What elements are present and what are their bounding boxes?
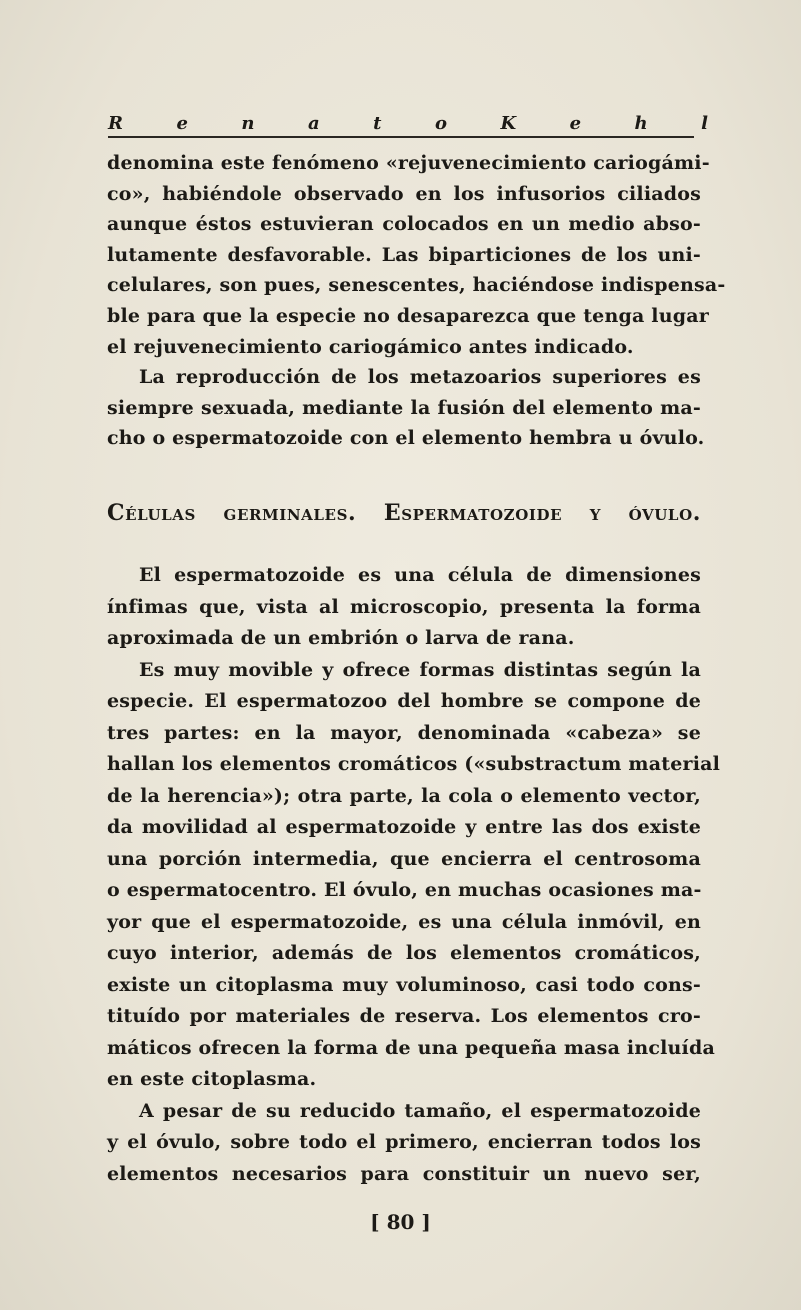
header-letter: K — [500, 113, 517, 134]
text-line: da movilidad al espermatozoide y entre las dos existe — [107, 816, 701, 838]
header-letter: h — [634, 113, 648, 134]
text-line: Es muy movible y ofrece formas distintas según la — [139, 658, 701, 681]
text-line: el rejuvenecimiento cariogámico antes indicado. — [107, 335, 634, 358]
text-line: existe un citoplasma muy voluminoso, casi todo cons- — [107, 973, 701, 996]
text-line: tituído por materiales de reserva. Los elementos cro- — [107, 1005, 701, 1027]
header-letter: e — [569, 113, 582, 134]
text-line: lutamente desfavorable. Las biparticiones de los uni- — [107, 243, 701, 266]
header-letter: t — [373, 113, 382, 134]
body-text-top — [107, 148, 726, 454]
text-line: máticos ofrecen la forma de una pequeña masa incluída — [107, 1036, 715, 1059]
header-letter: a — [307, 113, 320, 134]
text-line: en este citoplasma. — [107, 1068, 317, 1090]
body-text-bottom — [107, 560, 721, 1190]
header-rule — [108, 136, 694, 138]
text-line: A pesar de su reducido tamaño, el espermatozoide — [139, 1099, 701, 1122]
text-line: especie. El espermatozoo del hombre se compone de — [107, 690, 701, 712]
text-line: El espermatozoide es una célula de dimensiones — [139, 564, 701, 586]
text-line: La reproducción de los metazoarios superiores es — [139, 366, 701, 389]
header-letter: o — [434, 113, 447, 134]
header-letter: R — [108, 113, 123, 134]
text-line: y el óvulo, sobre todo el primero, encierran todos los — [107, 1131, 701, 1153]
running-header — [108, 108, 708, 134]
text-line: ble para que la especie no desaparezca que tenga lugar — [107, 304, 709, 327]
header-letter: n — [241, 113, 255, 134]
text-line: o espermatocentro. El óvulo, en muchas ocasiones ma- — [107, 879, 702, 901]
text-line: cuyo interior, además de los elementos cromáticos, — [107, 942, 701, 964]
text-line: siempre sexuada, mediante la fusión del elemento ma- — [107, 396, 701, 419]
text-line: yor que el espermatozoide, es una célula inmóvil, en — [107, 910, 701, 933]
text-line: co», habiéndole observado en los infusorios ciliados — [107, 182, 701, 205]
header-letter: e — [176, 113, 188, 134]
text-line: aunque éstos estuvieran colocados en un medio abso- — [107, 213, 701, 236]
text-line: ínfimas que, vista al microscopio, presenta la forma — [107, 595, 701, 618]
text-line: denomina este fenómeno «rejuvenecimiento cariogámi- — [107, 152, 710, 174]
text-line: hallan los elementos cromáticos («substractum material — [107, 753, 721, 775]
text-line: de la herencia»); otra parte, la cola o elemento vector, — [107, 784, 701, 807]
text-line: tres partes: en la mayor, denominada «cabeza» se — [107, 721, 701, 744]
text-line: aproximada de un embrión o larva de rana. — [107, 627, 575, 649]
header-letter: l — [701, 113, 708, 134]
page-number: [ 80 ] — [370, 1210, 431, 1234]
text-line: una porción intermedia, que encierra el centrosoma — [107, 847, 701, 870]
section-heading: Células germinales. Espermatozoide y óvulo. — [107, 500, 701, 526]
text-line: cho o espermatozoide con el elemento hembra u óvulo. — [107, 427, 705, 450]
text-line: celulares, son pues, senescentes, haciéndose indispensa- — [107, 274, 726, 297]
text-line: elementos necesarios para constituir un nuevo ser, — [107, 1162, 701, 1185]
